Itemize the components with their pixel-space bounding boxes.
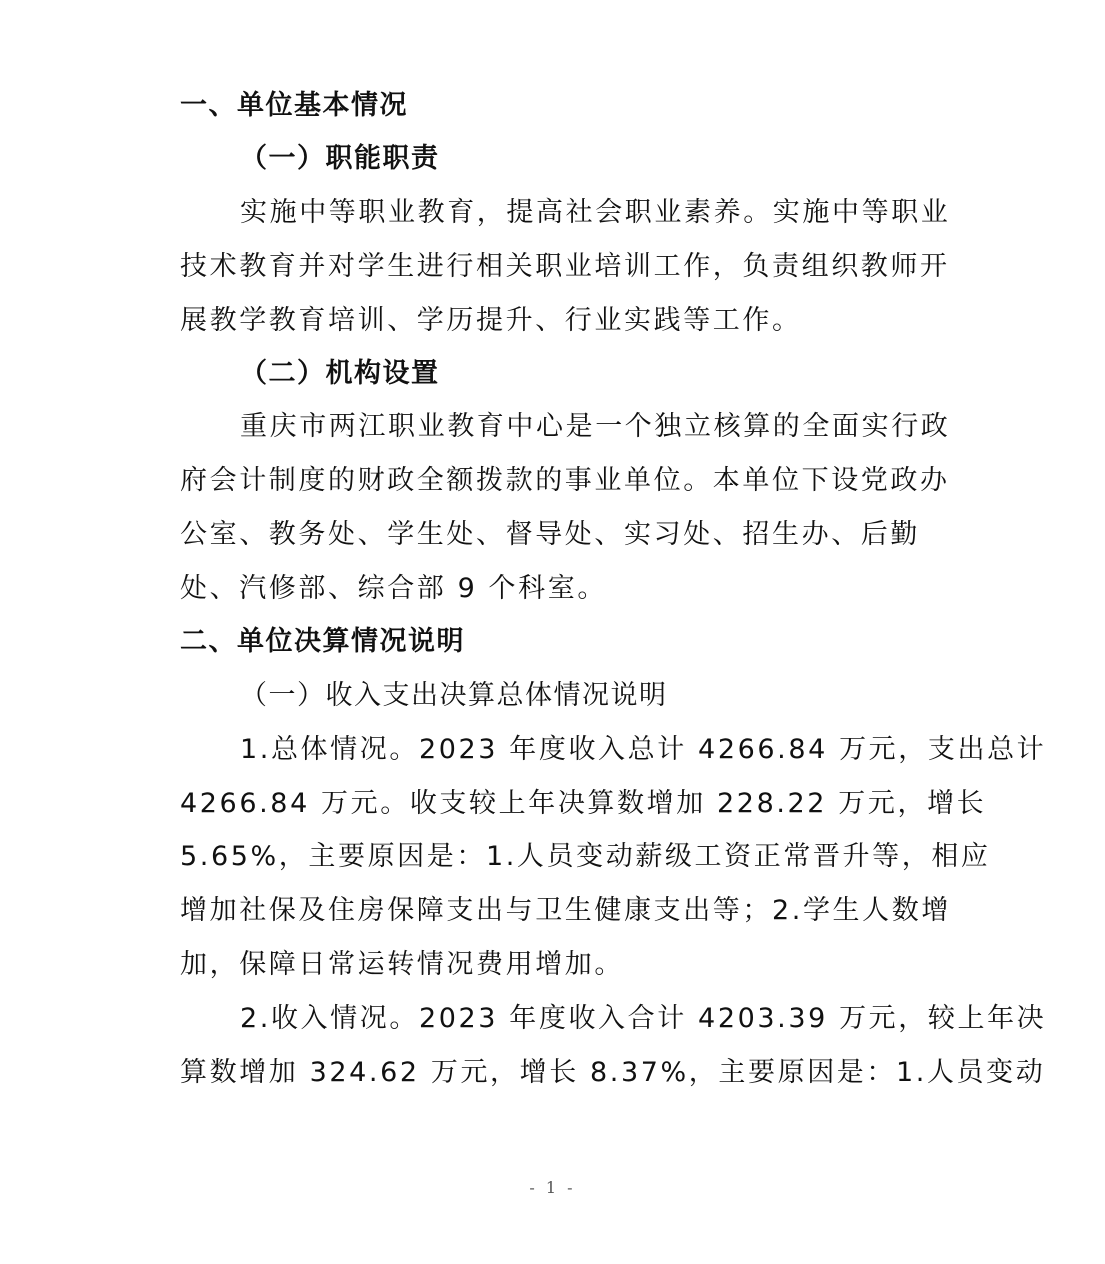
paragraph-line: 展教学教育培训、学历提升、行业实践等工作。 <box>180 305 802 336</box>
paragraph-line: 实施中等职业教育，提高社会职业素养。实施中等职业 <box>240 197 951 228</box>
paragraph-line: 2.收入情况。2023 年度收入合计 4203.39 万元，较上年决 <box>240 1003 1047 1034</box>
page-number: - 1 - <box>529 1178 576 1197</box>
section-heading-basic-info: 一、单位基本情况 <box>180 90 408 121</box>
section-heading-final-accounts: 二、单位决算情况说明 <box>180 626 465 657</box>
paragraph-line: 加，保障日常运转情况费用增加。 <box>180 949 624 980</box>
subheading-organization: （二）机构设置 <box>240 358 440 389</box>
paragraph-line: 增加社保及住房保障支出与卫生健康支出等；2.学生人数增 <box>180 895 951 926</box>
paragraph-line: 5.65%，主要原因是：1.人员变动薪级工资正常晋升等，相应 <box>180 841 991 872</box>
paragraph-line: 1.总体情况。2023 年度收入总计 4266.84 万元，支出总计 <box>240 734 1047 765</box>
subheading-income-expenditure: （一）收入支出决算总体情况说明 <box>240 680 668 711</box>
paragraph-line: 府会计制度的财政全额拨款的事业单位。本单位下设党政办 <box>180 465 950 496</box>
paragraph-line: 算数增加 324.62 万元，增长 8.37%，主要原因是：1.人员变动 <box>180 1057 1046 1088</box>
paragraph-line: 重庆市两江职业教育中心是一个独立核算的全面实行政 <box>240 411 951 442</box>
paragraph-line: 公室、教务处、学生处、督导处、实习处、招生办、后勤 <box>180 519 920 550</box>
paragraph-line: 技术教育并对学生进行相关职业培训工作，负责组织教师开 <box>180 251 950 282</box>
paragraph-line: 4266.84 万元。收支较上年决算数增加 228.22 万元，增长 <box>180 788 987 819</box>
paragraph-line: 处、汽修部、综合部 9 个科室。 <box>180 573 607 604</box>
subheading-functions: （一）职能职责 <box>240 143 440 174</box>
